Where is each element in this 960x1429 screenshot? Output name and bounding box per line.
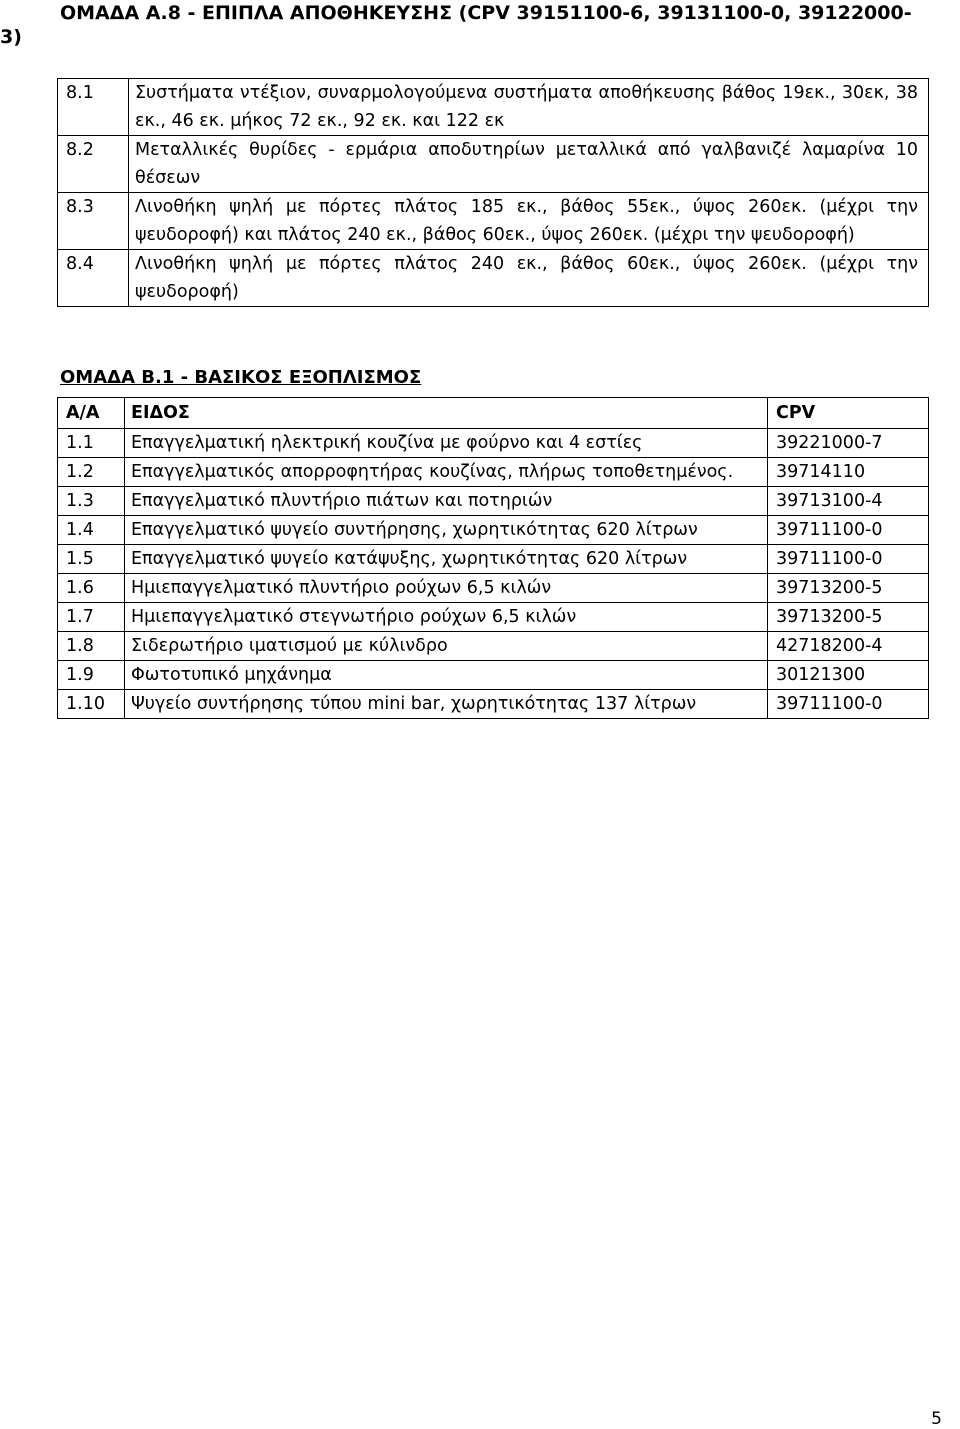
row-number: 8.1 <box>58 79 129 136</box>
heading-line-1: ΟΜΑΔΑ Α.8 - ΕΠΙΠΛΑ ΑΠΟΘΗΚΕΥΣΗΣ (CPV 39151100-6, 39131100-0, 39122000- <box>60 2 912 24</box>
row-cpv: 39711100-0 <box>768 690 929 719</box>
row-number: 8.3 <box>58 193 129 250</box>
table-row <box>58 574 929 603</box>
row-number: 1.3 <box>58 487 125 516</box>
row-cpv: 39711100-0 <box>768 516 929 545</box>
row-number: 1.10 <box>58 690 125 719</box>
row-cpv: 30121300 <box>768 661 929 690</box>
row-description: Επαγγελματικός απορροφητήρας κουζίνας, πλήρως τοποθετημένος. <box>125 458 768 487</box>
row-number: 1.7 <box>58 603 125 632</box>
table-header-row <box>58 398 929 429</box>
row-cpv: 39713200-5 <box>768 574 929 603</box>
row-description: Ημιεπαγγελματικό στεγνωτήριο ρούχων 6,5 κιλών <box>125 603 768 632</box>
row-number: 8.2 <box>58 136 129 193</box>
row-description: Λινοθήκη ψηλή με πόρτες πλάτος 185 εκ., βάθος 55εκ., ύψος 260εκ. (μέχρι την ψευδοροφή) και πλάτος 240 εκ., βάθος 60εκ., ύψος 260εκ. (μέχρι την ψευδοροφή) <box>129 193 929 250</box>
row-number: 1.1 <box>58 429 125 458</box>
table-group-a8 <box>57 78 929 307</box>
row-cpv: 39711100-0 <box>768 545 929 574</box>
table-row <box>58 545 929 574</box>
row-description: Επαγγελματικό ψυγείο κατάψυξης, χωρητικότητας 620 λίτρων <box>125 545 768 574</box>
table-row <box>58 458 929 487</box>
table-row <box>58 487 929 516</box>
row-number: 1.6 <box>58 574 125 603</box>
row-cpv: 42718200-4 <box>768 632 929 661</box>
row-description: Ψυγείο συντήρησης τύπου mini bar, χωρητικότητας 137 λίτρων <box>125 690 768 719</box>
row-number: 1.2 <box>58 458 125 487</box>
row-description: Λινοθήκη ψηλή με πόρτες πλάτος 240 εκ., βάθος 60εκ., ύψος 260εκ. (μέχρι την ψευδοροφή) <box>129 250 929 307</box>
row-description: Επαγγελματικό ψυγείο συντήρησης, χωρητικότητας 620 λίτρων <box>125 516 768 545</box>
section-heading-b1: ΟΜΑΔΑ Β.1 - ΒΑΣΙΚΟΣ ΕΞΟΠΛΙΣΜΟΣ <box>60 367 422 388</box>
row-description: Ημιεπαγγελματικό πλυντήριο ρούχων 6,5 κιλών <box>125 574 768 603</box>
table-row <box>58 632 929 661</box>
table-row <box>58 661 929 690</box>
table-row <box>58 250 929 307</box>
row-description: Επαγγελματική ηλεκτρική κουζίνα με φούρνο και 4 εστίες <box>125 429 768 458</box>
heading-line-2: 3) <box>0 26 22 48</box>
table-row <box>58 429 929 458</box>
table-row <box>58 690 929 719</box>
header-cpv: CPV <box>768 398 929 429</box>
row-number: 1.9 <box>58 661 125 690</box>
row-number: 8.4 <box>58 250 129 307</box>
row-number: 1.4 <box>58 516 125 545</box>
table-group-b1 <box>57 397 929 719</box>
table-row <box>58 136 929 193</box>
row-description: Μεταλλικές θυρίδες - ερμάρια αποδυτηρίων μεταλλικά από γαλβανιζέ λαμαρίνα 10 θέσεων <box>129 136 929 193</box>
row-cpv: 39221000-7 <box>768 429 929 458</box>
table-row <box>58 603 929 632</box>
table-row <box>58 516 929 545</box>
header-item: ΕΙΔΟΣ <box>125 398 768 429</box>
row-cpv: 39713200-5 <box>768 603 929 632</box>
row-description: Επαγγελματικό πλυντήριο πιάτων και ποτηριών <box>125 487 768 516</box>
table-row <box>58 193 929 250</box>
row-description: Συστήματα ντέξιον, συναρμολογούμενα συστήματα αποθήκευσης βάθος 19εκ., 30εκ, 38 εκ., 46 εκ. μήκος 72 εκ., 92 εκ. και 122 εκ <box>129 79 929 136</box>
row-cpv: 39714110 <box>768 458 929 487</box>
header-number: Α/Α <box>58 398 125 429</box>
table-row <box>58 79 929 136</box>
row-cpv: 39713100-4 <box>768 487 929 516</box>
row-description: Σιδερωτήριο ιματισμού με κύλινδρο <box>125 632 768 661</box>
page-number: 5 <box>931 1409 942 1429</box>
row-number: 1.8 <box>58 632 125 661</box>
row-number: 1.5 <box>58 545 125 574</box>
row-description: Φωτοτυπικό μηχάνημα <box>125 661 768 690</box>
